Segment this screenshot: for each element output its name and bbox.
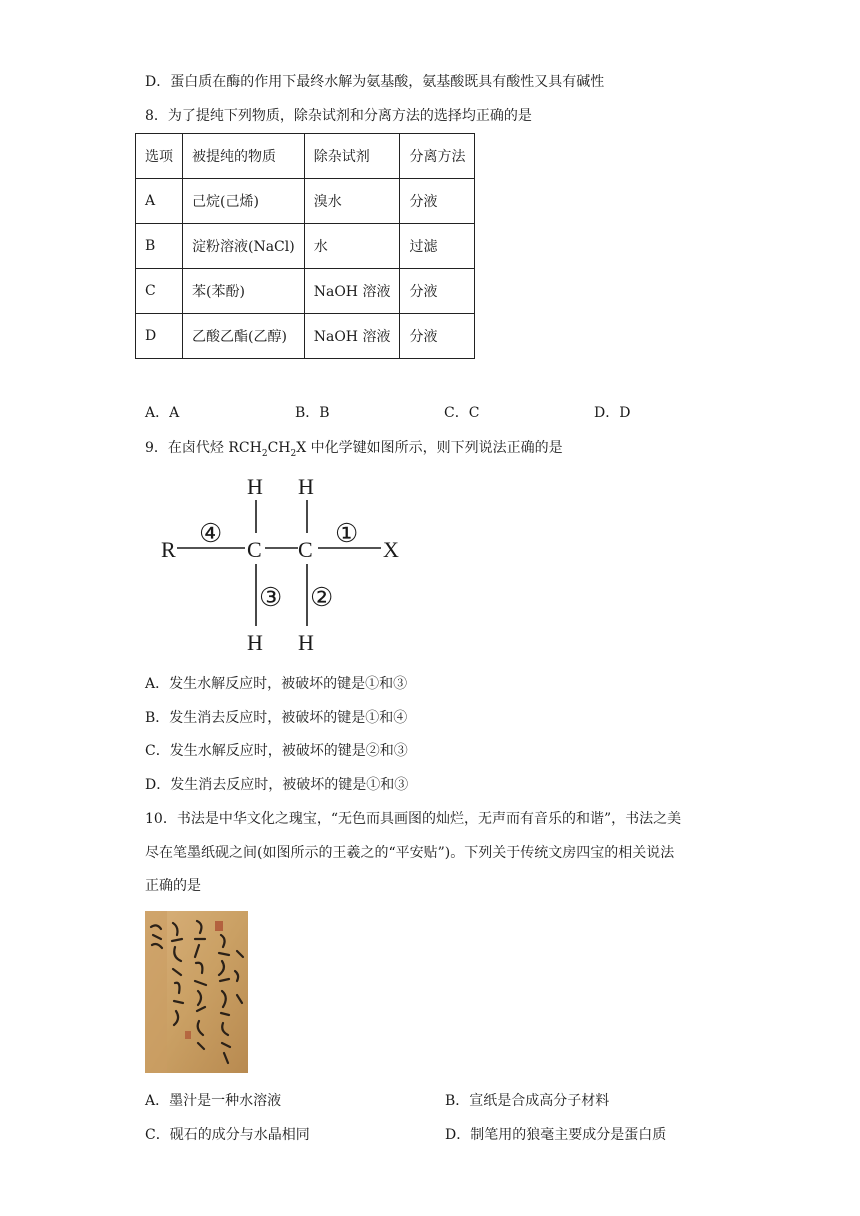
q9-stem bbox=[145, 438, 563, 464]
table-cell: 分液 bbox=[400, 269, 475, 314]
q10-option-c: C．砚石的成分与水晶相同 bbox=[145, 1127, 310, 1143]
table-cell: 淀粉溶液(NaCl) bbox=[183, 224, 305, 269]
bond-label-4: ④ bbox=[199, 519, 223, 548]
q10-option-b: B．宣纸是合成高分子材料 bbox=[445, 1093, 610, 1109]
q9-stem-mid: CH bbox=[267, 440, 291, 456]
q9-stem-suffix: X 中化学键如图所示，则下列说法正确的是 bbox=[296, 440, 563, 456]
table-header-cell: 被提纯的物质 bbox=[183, 134, 305, 179]
table-row bbox=[136, 314, 475, 359]
q10-stem-line1: 10．书法是中华文化之瑰宝，“无色而具画图的灿烂，无声而有音乐的和谐”，书法之美 bbox=[145, 811, 682, 827]
table-row bbox=[136, 224, 475, 269]
table-cell: D bbox=[136, 314, 183, 359]
atom-x: X bbox=[383, 537, 399, 562]
q8-option-c: C．C bbox=[444, 405, 480, 421]
table-row bbox=[136, 179, 475, 224]
q8-option-a: A．A bbox=[145, 405, 180, 421]
table-cell: 水 bbox=[304, 224, 400, 269]
table-cell: 己烷(己烯) bbox=[183, 179, 305, 224]
atom-r: R bbox=[161, 537, 176, 562]
table-row bbox=[136, 269, 475, 314]
q8-option-d: D．D bbox=[594, 405, 631, 421]
atom-h: H bbox=[298, 630, 314, 655]
q9-option-d: D．发生消去反应时，被破坏的键是①和③ bbox=[145, 777, 409, 793]
haloalkane-structure-diagram bbox=[155, 470, 415, 660]
table-cell: NaOH 溶液 bbox=[304, 314, 400, 359]
q9-option-b: B．发生消去反应时，被破坏的键是①和④ bbox=[145, 710, 408, 726]
atom-c2: C bbox=[298, 537, 313, 562]
calligraphy-image bbox=[145, 911, 248, 1073]
table-cell: 苯(苯酚) bbox=[183, 269, 305, 314]
table-cell: C bbox=[136, 269, 183, 314]
q8-table bbox=[135, 133, 475, 359]
q9-option-a: A．发生水解反应时，被破坏的键是①和③ bbox=[145, 676, 408, 692]
table-header-cell: 除杂试剂 bbox=[304, 134, 400, 179]
q7-option-d: D．蛋白质在酶的作用下最终水解为氨基酸，氨基酸既具有酸性又具有碱性 bbox=[145, 74, 605, 90]
table-cell: A bbox=[136, 179, 183, 224]
bond-label-1: ① bbox=[335, 519, 359, 548]
q9-stem-prefix: 9．在卤代烃 RCH bbox=[145, 440, 262, 456]
bond-label-2: ② bbox=[310, 583, 334, 612]
q8-stem: 8．为了提纯下列物质，除杂试剂和分离方法的选择均正确的是 bbox=[145, 108, 532, 124]
table-cell: 过滤 bbox=[400, 224, 475, 269]
table-header-row bbox=[136, 134, 475, 179]
table-cell: B bbox=[136, 224, 183, 269]
q10-option-a: A．墨汁是一种水溶液 bbox=[145, 1093, 282, 1109]
q8-option-b: B．B bbox=[295, 405, 330, 421]
atom-h: H bbox=[247, 474, 263, 499]
table-cell: NaOH 溶液 bbox=[304, 269, 400, 314]
q9-option-c: C．发生水解反应时，被破坏的键是②和③ bbox=[145, 743, 408, 759]
q9-subscript: 2 bbox=[290, 448, 297, 459]
atom-c1: C bbox=[247, 537, 262, 562]
q10-stem-line3: 正确的是 bbox=[145, 878, 201, 894]
table-cell: 溴水 bbox=[304, 179, 400, 224]
q10-option-d: D．制笔用的狼毫主要成分是蛋白质 bbox=[445, 1127, 667, 1143]
atom-h: H bbox=[298, 474, 314, 499]
atom-h: H bbox=[247, 630, 263, 655]
table-header-cell: 分离方法 bbox=[400, 134, 475, 179]
bond-label-3: ③ bbox=[259, 583, 283, 612]
q10-stem-line2: 尽在笔墨纸砚之间(如图所示的王羲之的“平安贴”)。下列关于传统文房四宝的相关说法 bbox=[145, 845, 675, 861]
table-header-cell: 选项 bbox=[136, 134, 183, 179]
table-cell: 乙酸乙酯(乙醇) bbox=[183, 314, 305, 359]
q9-subscript: 2 bbox=[261, 448, 268, 459]
table-cell: 分液 bbox=[400, 179, 475, 224]
table-cell: 分液 bbox=[400, 314, 475, 359]
